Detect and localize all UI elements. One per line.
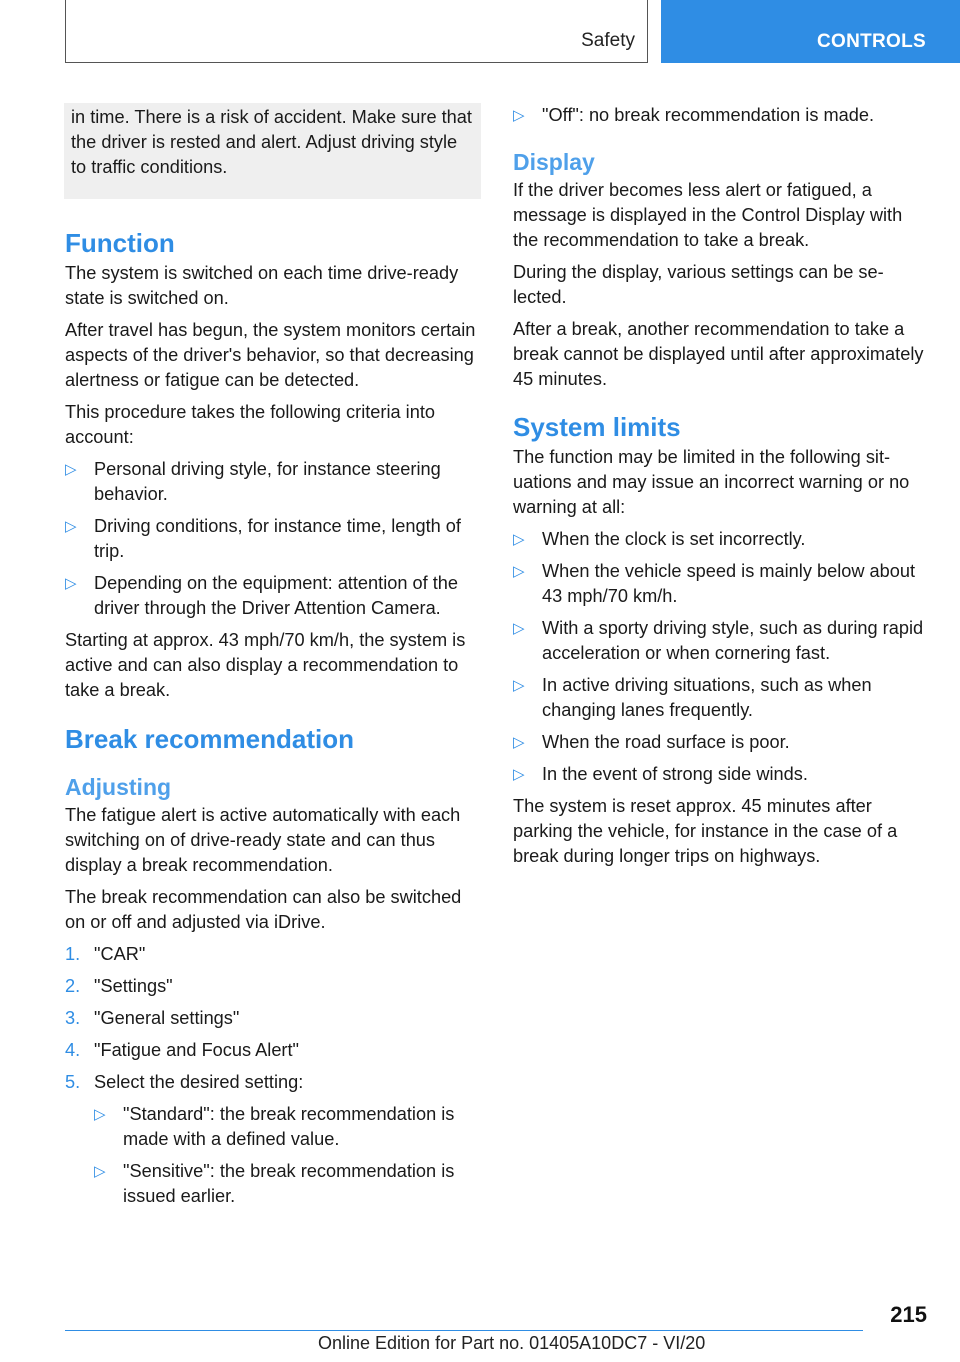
limits-paragraph-1: The function may be limited in the following situations and may issue an incorrect warning or no warning at all: xyxy=(513,447,910,517)
list-item: ▷ Depending on the equipment: attention of the driver through the Driver Attention Camera. xyxy=(65,573,459,618)
step-item: 3. "General settings" xyxy=(65,1008,240,1028)
step-item: 4. "Fatigue and Focus Alert" xyxy=(65,1040,299,1060)
list-item: ▷ In active driving situations, such as when changing lanes frequently. xyxy=(513,675,872,720)
list-item: ▷ Driving conditions, for instance time, length of trip. xyxy=(65,516,461,561)
break-recommendation-heading: Break recommendation xyxy=(65,724,354,754)
list-item: ▷ In the event of strong side winds. xyxy=(513,762,929,787)
settings-options-list xyxy=(94,1102,481,1209)
function-paragraph-1: The system is switched on each time drive-ready state is switched on. xyxy=(65,263,459,308)
triangle-right-icon: ▷ xyxy=(513,677,525,694)
list-item: ▷ When the vehicle speed is mainly below about 43 mph/70 km/h. xyxy=(513,561,916,606)
display-paragraph-3: After a break, another recommendation to take a break cannot be displayed until after approximately 45 minutes. xyxy=(513,319,924,389)
list-item: ▷ "Standard": the break recommendation is made with a defined value. xyxy=(94,1104,455,1149)
display-paragraph-1: If the driver becomes less alert or fatigued, a message is displayed in the Control Display with the recommendation to take a break. xyxy=(513,180,903,250)
triangle-right-icon: ▷ xyxy=(65,575,77,592)
function-paragraph-2: After travel has begun, the system monitors certain aspects of the driver's behavior, so that decreasing alertness or fatigue can be detected. xyxy=(65,320,476,390)
footer-edition-text: Online Edition for Part no. 01405A10DC7 - VI/20 xyxy=(318,1333,706,1353)
triangle-right-icon: ▷ xyxy=(513,766,525,783)
triangle-right-icon: ▷ xyxy=(513,734,525,751)
header-section-tab xyxy=(65,0,648,63)
list-item: ▷ "Off": no break recommendation is made. xyxy=(513,103,929,128)
display-heading: Display xyxy=(513,149,595,175)
limits-list xyxy=(513,527,929,787)
triangle-right-icon: ▷ xyxy=(513,563,525,580)
header-chapter-tab xyxy=(661,0,960,63)
function-heading: Function xyxy=(65,228,175,258)
criteria-list xyxy=(65,457,481,621)
display-paragraph-2: During the display, various settings can be selected. xyxy=(513,262,884,307)
warning-note-text: in time. There is a risk of accident. Make sure that the driver is rested and alert. Adjust driving style to traffic conditions. xyxy=(71,107,472,177)
triangle-right-icon: ▷ xyxy=(94,1106,106,1123)
header-section-title: Safety xyxy=(581,30,635,51)
adjusting-paragraph-1: The fatigue alert is active automatically with each switching on of drive-ready state and can thus display a break recommendation. xyxy=(65,805,461,875)
list-item: ▷ When the clock is set incorrectly. xyxy=(513,527,929,552)
function-paragraph-3: This procedure takes the following criteria into account: xyxy=(65,402,435,447)
limits-paragraph-2: The system is reset approx. 45 minutes after parking the vehicle, for instance in the case of a break during longer trips on highways. xyxy=(513,796,898,866)
adjusting-heading: Adjusting xyxy=(65,774,172,800)
list-item: ▷ "Sensitive": the break recommendation is issued earlier. xyxy=(94,1161,455,1206)
settings-options-list-continued xyxy=(513,103,929,128)
header-chapter-title: CONTROLS xyxy=(816,31,926,52)
list-item: ▷ When the road surface is poor. xyxy=(513,730,929,755)
idrive-steps-list xyxy=(65,942,481,1209)
footer-divider xyxy=(65,1330,863,1331)
left-column xyxy=(65,103,481,1216)
step-item: 5. Select the desired setting: ▷ "Standard": the break recommendation is made with a defined value. ▷ "Sensitive": the break recommendation is issued earlier. xyxy=(65,1070,481,1209)
triangle-right-icon: ▷ xyxy=(513,620,525,637)
list-item: ▷ With a sporty driving style, such as during rapid acceleration or when cornering fast. xyxy=(513,618,924,663)
triangle-right-icon: ▷ xyxy=(513,531,525,548)
right-column xyxy=(513,103,929,876)
adjusting-paragraph-2: The break recommendation can also be switched on or off and adjusted via iDrive. xyxy=(65,887,462,932)
triangle-right-icon: ▷ xyxy=(94,1163,106,1180)
triangle-right-icon: ▷ xyxy=(513,107,525,124)
step-item: 1. "CAR" xyxy=(65,944,146,964)
triangle-right-icon: ▷ xyxy=(65,518,77,535)
triangle-right-icon: ▷ xyxy=(65,461,77,478)
list-item: ▷ Personal driving style, for instance steering behavior. xyxy=(65,459,441,504)
system-limits-heading: System limits xyxy=(513,412,681,442)
function-paragraph-4: Starting at approx. 43 mph/70 km/h, the system is active and can also display a recommendation to take a break. xyxy=(65,630,466,700)
step-item: 2. "Settings" xyxy=(65,976,173,996)
page-number: 215 xyxy=(890,1302,927,1327)
warning-note-box xyxy=(64,103,481,199)
